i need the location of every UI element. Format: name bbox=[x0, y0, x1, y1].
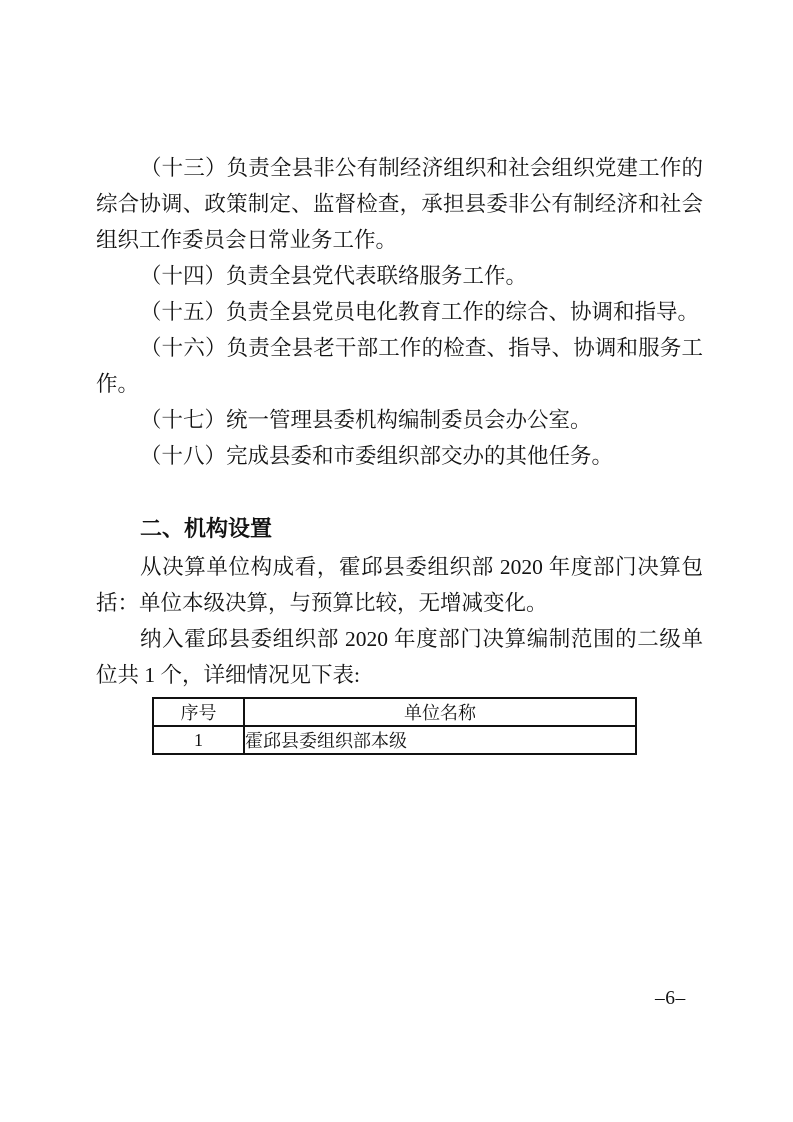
duty-item-16: （十六）负责全县老干部工作的检查、指导、协调和服务工作。 bbox=[96, 336, 703, 396]
table-header-unit-name: 单位名称 bbox=[244, 698, 636, 726]
table-row bbox=[153, 726, 636, 754]
table-cell-unit-name: 霍邱县委组织部本级 bbox=[244, 726, 636, 754]
unit-table bbox=[152, 697, 637, 755]
section-paragraph-overview: 从决算单位构成看，霍邱县委组织部 2020 年度部门决算包括：单位本级决算，与预算比较，无增减变化。 bbox=[96, 555, 703, 615]
duty-item-14: （十四）负责全县党代表联络服务工作。 bbox=[140, 264, 528, 288]
duty-item-15: （十五）负责全县党员电化教育工作的综合、协调和指导。 bbox=[140, 300, 700, 324]
table-header-index: 序号 bbox=[153, 698, 244, 726]
duty-item-18: （十八）完成县委和市委组织部交办的其他任务。 bbox=[140, 444, 614, 468]
duty-item-17: （十七）统一管理县委机构编制委员会办公室。 bbox=[140, 408, 592, 432]
page-number: –6– bbox=[655, 988, 686, 1009]
section-heading-organization: 二、机构设置 bbox=[140, 516, 273, 541]
section-paragraph-scope: 纳入霍邱县委组织部 2020 年度部门决算编制范围的二级单位共 1 个，详细情况见下表: bbox=[96, 627, 703, 687]
document-body bbox=[96, 150, 703, 755]
duty-item-13: （十三）负责全县非公有制经济组织和社会组织党建工作的综合协调、政策制定、监督检查，承担县委非公有制经济和社会组织工作委员会日常业务工作。 bbox=[96, 156, 703, 252]
table-cell-index: 1 bbox=[153, 726, 244, 754]
table-header-row bbox=[153, 698, 636, 726]
